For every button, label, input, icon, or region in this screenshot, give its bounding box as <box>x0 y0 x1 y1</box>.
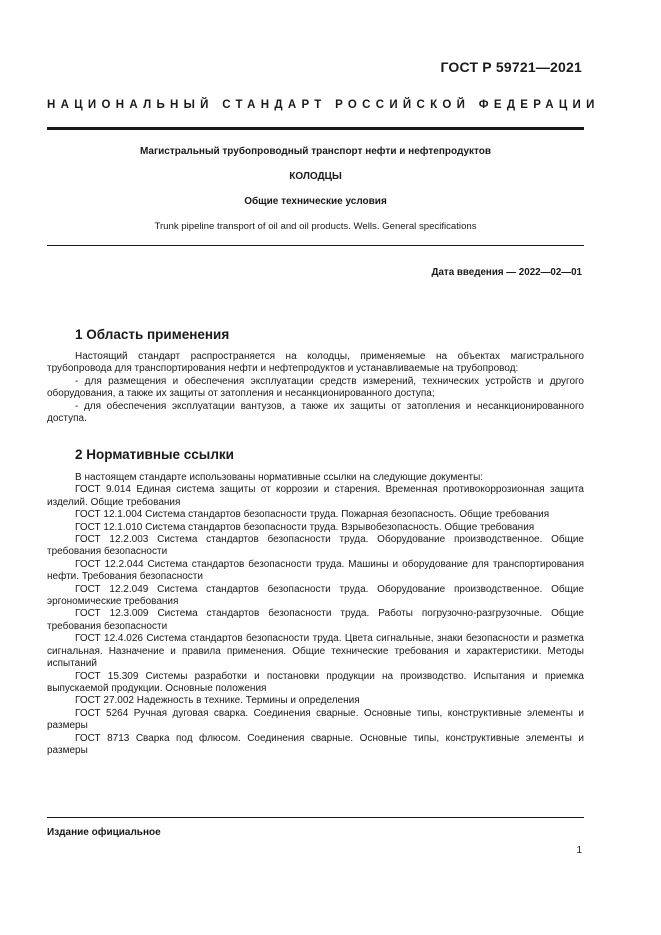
title-divider <box>47 245 584 246</box>
header-divider <box>47 127 584 130</box>
page-number: 1 <box>576 845 582 856</box>
section-2-body <box>47 472 584 757</box>
section-1-paragraph: - для обеспечения эксплуатации вантузов, а также их защиты от затопления и несанкционированного доступа. <box>47 400 584 425</box>
reference-item: ГОСТ 12.2.003 Система стандартов безопасности труда. Оборудование производственное. Общие требования безопасности <box>47 534 584 558</box>
section-1-body <box>47 351 584 425</box>
section-1-paragraph: Настоящий стандарт распространяется на колодцы, применяемые на объектах магистрального трубопровода для транспортирования нефти и нефтепродуктов и устанавливаемые на трубопровод: <box>47 351 584 375</box>
reference-item: ГОСТ 9.014 Единая система защиты от коррозии и старения. Временная противокоррозионная защита изделий. Общие требования <box>47 484 584 508</box>
reference-item: ГОСТ 8713 Сварка под флюсом. Соединения сварные. Основные типы, конструктивные элементы и размеры <box>47 732 584 756</box>
official-edition-label: Издание официальное <box>47 827 161 838</box>
subtitle: Общие технические условия <box>244 196 387 207</box>
reference-item: ГОСТ 12.1.010 Система стандартов безопасности труда. Взрывобезопасность. Общие требования <box>75 521 535 533</box>
introduction-date: Дата введения — 2022—02—01 <box>431 267 582 278</box>
document-code: ГОСТ Р 59721—2021 <box>440 59 582 75</box>
reference-item: ГОСТ 12.3.009 Система стандартов безопасности труда. Работы погрузочно-разгрузочные. Общие требования безопасности <box>47 608 584 632</box>
reference-item: ГОСТ 12.2.049 Система стандартов безопасности труда. Оборудование производственное. Общие эргономические требования <box>47 583 584 608</box>
object-title: КОЛОДЦЫ <box>289 171 342 182</box>
national-standard-heading: НАЦИОНАЛЬНЫЙ СТАНДАРТ РОССИЙСКОЙ ФЕДЕРАЦИИ <box>47 99 600 111</box>
reference-item: ГОСТ 12.4.026 Система стандартов безопасности труда. Цвета сигнальные, знаки безопасности и разметка сигнальная. Назначение и правила применения. Общие технические требования и характеристики. Методы испытаний <box>47 633 584 670</box>
main-title: Магистральный трубопроводный транспорт нефти и нефтепродуктов <box>139 146 492 157</box>
section-1-paragraph: - для размещения и обеспечения эксплуатации средств измерений, технических устройств и другого оборудования, а также их защиты от затопления и несанкционированного доступа; <box>47 375 584 400</box>
english-title: Trunk pipeline transport of oil and oil products. Wells. General specifications <box>154 221 477 232</box>
reference-item: ГОСТ 12.2.044 Система стандартов безопасности труда. Машины и оборудование для транспортирования нефти. Требования безопасности <box>47 558 584 583</box>
section-1-title: 1 Область применения <box>75 327 230 342</box>
reference-item: ГОСТ 15.309 Системы разработки и постановки продукции на производство. Испытания и приемка выпускаемой продукции. Основные положения <box>47 670 584 694</box>
section-2-title: 2 Нормативные ссылки <box>75 447 234 462</box>
reference-item: ГОСТ 12.1.004 Система стандартов безопасности труда. Пожарная безопасность. Общие требования <box>75 509 550 521</box>
footer-divider <box>47 817 584 818</box>
reference-item: ГОСТ 27.002 Надежность в технике. Термины и определения <box>75 695 360 707</box>
reference-item: В настоящем стандарте использованы нормативные ссылки на следующие документы: <box>75 472 484 483</box>
reference-item: ГОСТ 5264 Ручная дуговая сварка. Соединения сварные. Основные типы, конструктивные элементы и размеры <box>47 707 584 732</box>
